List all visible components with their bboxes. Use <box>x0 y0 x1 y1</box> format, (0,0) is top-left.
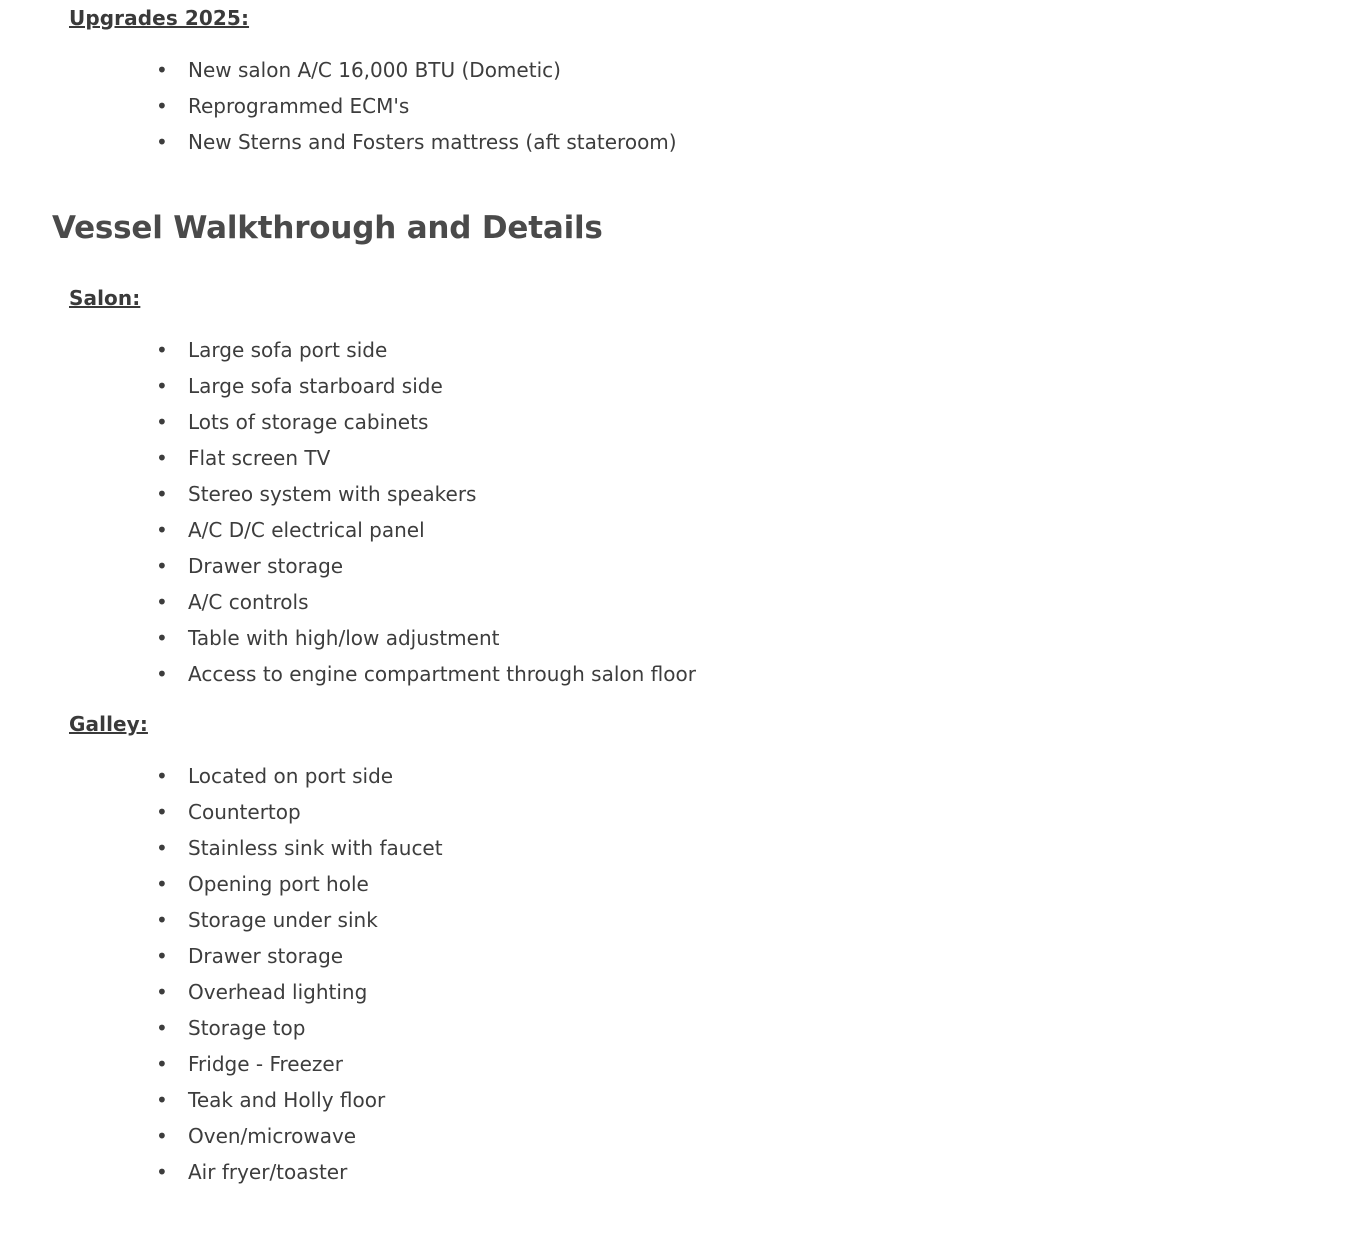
list-item: • Overhead lighting <box>52 974 1328 1010</box>
list-item: • Lots of storage cabinets <box>52 404 1328 440</box>
upgrades-list <box>52 52 1328 160</box>
list-item: • Drawer storage <box>52 548 1328 584</box>
list-item: • Access to engine compartment through salon floor <box>52 656 1328 692</box>
list-item: • Large sofa port side <box>52 332 1328 368</box>
salon-heading: Salon: <box>69 286 141 310</box>
spacer <box>52 246 1328 280</box>
list-item: • Reprogrammed ECM's <box>52 88 1328 124</box>
list-item: • Opening port hole <box>52 866 1328 902</box>
list-item: • Countertop <box>52 794 1328 830</box>
list-item: • Drawer storage <box>52 938 1328 974</box>
list-item: • Oven/microwave <box>52 1118 1328 1154</box>
spacer <box>52 30 1328 52</box>
galley-list <box>52 758 1328 1190</box>
spacer <box>52 736 1328 758</box>
list-item: • Flat screen TV <box>52 440 1328 476</box>
spacer <box>52 692 1328 706</box>
list-item: • Fridge - Freezer <box>52 1046 1328 1082</box>
page-title: Vessel Walkthrough and Details <box>52 210 603 246</box>
galley-heading: Galley: <box>69 712 148 736</box>
list-item: • New salon A/C 16,000 BTU (Dometic) <box>52 52 1328 88</box>
list-item: • A/C D/C electrical panel <box>52 512 1328 548</box>
salon-list <box>52 332 1328 692</box>
list-item: • Located on port side <box>52 758 1328 794</box>
list-item: • Air fryer/toaster <box>52 1154 1328 1190</box>
list-item: • New Sterns and Fosters mattress (aft stateroom) <box>52 124 1328 160</box>
list-item: • Stereo system with speakers <box>52 476 1328 512</box>
list-item: • A/C controls <box>52 584 1328 620</box>
spacer <box>52 160 1328 210</box>
list-item: • Table with high/low adjustment <box>52 620 1328 656</box>
list-item: • Storage top <box>52 1010 1328 1046</box>
list-item: • Teak and Holly floor <box>52 1082 1328 1118</box>
list-item: • Stainless sink with faucet <box>52 830 1328 866</box>
list-item: • Large sofa starboard side <box>52 368 1328 404</box>
spacer <box>52 310 1328 332</box>
list-item: • Storage under sink <box>52 902 1328 938</box>
upgrades-heading: Upgrades 2025: <box>69 6 250 30</box>
